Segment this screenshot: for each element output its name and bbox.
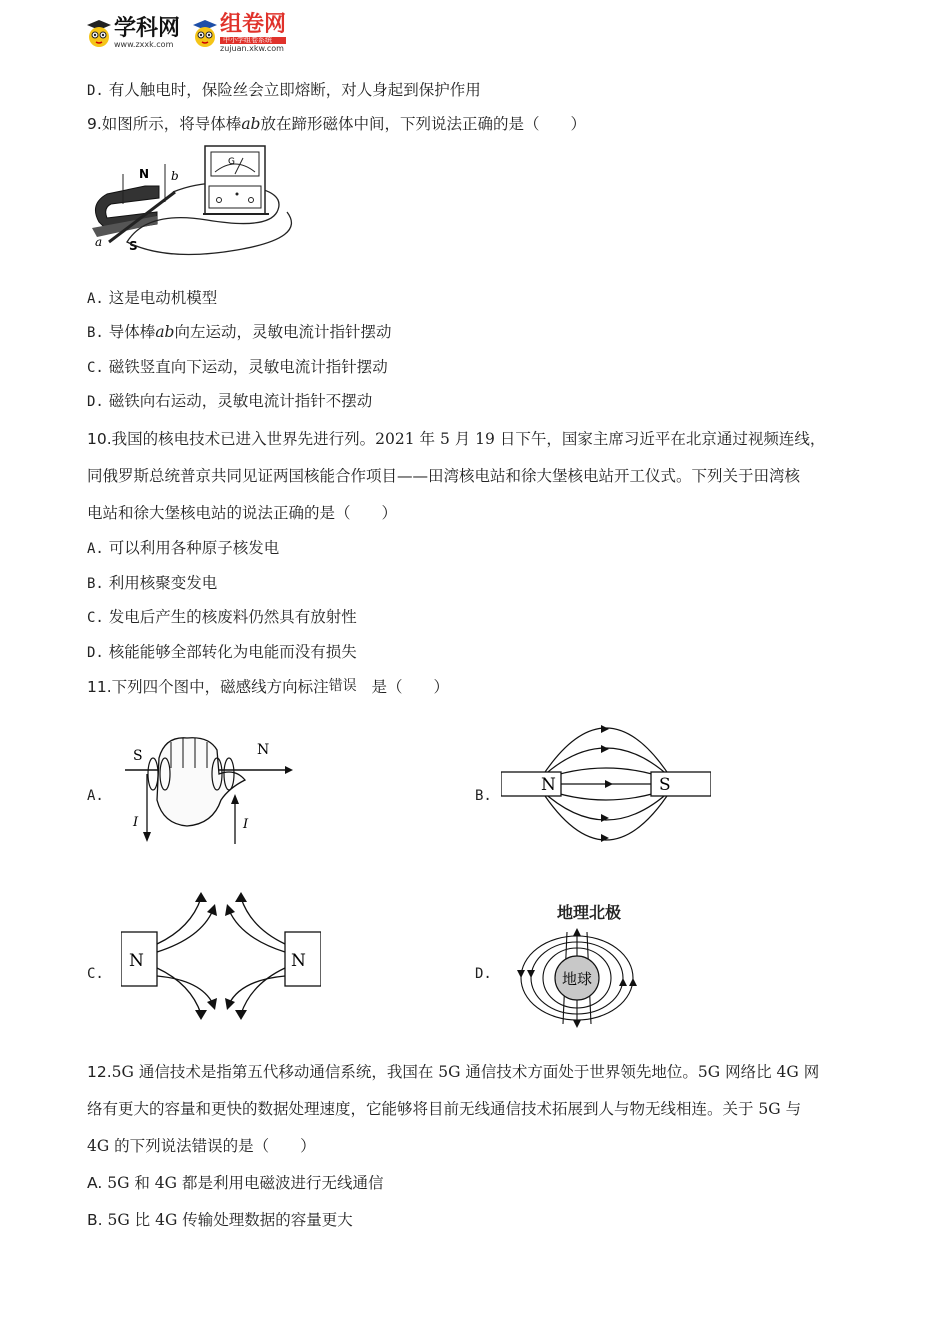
q9-stem: 9.如图所示，将导体棒ab放在蹄形磁体中间，下列说法正确的是（ ）: [87, 115, 586, 134]
zujuan-tag: 中小学组卷系统: [220, 37, 286, 44]
solenoid-hand-diagram: [117, 728, 307, 858]
geographic-north-label: 地理北极: [557, 903, 622, 923]
rod-a-label: a: [95, 234, 103, 249]
svg-text:I: I: [133, 815, 139, 831]
q11-option-a-label[interactable]: A.: [87, 788, 104, 805]
svg-text:N: N: [291, 951, 306, 972]
zxxk-url: www.zxxk.com: [114, 39, 174, 49]
mascot-icon: [190, 17, 220, 49]
earth-label: 地球: [561, 970, 593, 989]
north-pole-label: N: [139, 166, 150, 181]
q9-option-a[interactable]: A. 这是电动机模型: [87, 288, 218, 307]
q12-option-a[interactable]: A. 5G 和 4G 都是利用电磁波进行无线通信: [87, 1174, 384, 1193]
svg-text:S: S: [133, 748, 143, 765]
svg-text:N: N: [541, 775, 556, 796]
q12-stem: 12.5G 通信技术是指第五代移动通信系统，我国在 5G 通信技术方面处于世界领先地位。5G 网络比 4G 网 络有更大的容量和更快的数据处理速度，它能够将目前无线通信技术拓展到人与物无线相连。关于 5G 与 4G 的下列说法错误的是（ ）: [87, 1063, 820, 1156]
page-header: [84, 12, 296, 54]
q10-stem: 10.我国的核电技术已进入世界先进行列。2021 年 5 月 19 日下午，国家主席习近平在北京通过视频连线， 同俄罗斯总统普京共同见证两国核能合作项目——田湾核电站和徐大堡核电站开工仪式。下列关于田湾核 电站和徐大堡核电站的说法正确的是（ ）: [87, 430, 826, 523]
q11-stem: 11.下列四个图中，磁感线方向标注错误 是（ ）: [87, 678, 449, 697]
earth-field-diagram: [517, 924, 637, 1032]
zxxk-name: 学科网: [114, 15, 181, 41]
magnet-galvanometer-diagram: [87, 142, 367, 282]
exam-content: [87, 74, 867, 1239]
zujuan-name: 组卷网: [220, 11, 287, 37]
q10-option-d[interactable]: D. 核能能够全部转化为电能而没有损失: [87, 642, 357, 661]
q9-option-d[interactable]: D. 磁铁向右运动，灵敏电流计指针不摆动: [87, 392, 373, 411]
q10-option-b[interactable]: B. 利用核聚变发电: [87, 573, 218, 592]
galvanometer-label: G: [228, 156, 235, 167]
bar-magnets-field-diagram: [501, 718, 711, 868]
svg-text:N: N: [257, 742, 270, 759]
mascot-icon: [84, 17, 114, 49]
q11-figures: [87, 704, 867, 1054]
q10-option-a[interactable]: A. 可以利用各种原子核发电: [87, 539, 280, 558]
q11-option-b-label[interactable]: B.: [475, 788, 492, 805]
opposing-poles-field-diagram: [121, 888, 321, 1028]
q12-option-b[interactable]: B. 5G 比 4G 传输处理数据的容量更大: [87, 1211, 353, 1230]
q8-option-d: D. 有人触电时，保险丝会立即熔断，对人身起到保护作用: [87, 81, 481, 99]
south-pole-label: S: [129, 238, 138, 253]
q9-option-b[interactable]: B. 导体棒ab向左运动，灵敏电流计指针摆动: [87, 323, 392, 342]
q11-option-c-label[interactable]: C.: [87, 966, 104, 983]
q9-figure: [87, 142, 867, 282]
q11-option-d-label[interactable]: D.: [475, 966, 492, 983]
rod-b-label: b: [171, 168, 179, 183]
svg-text:N: N: [129, 951, 144, 972]
zujuan-logo[interactable]: [190, 11, 287, 53]
zxxk-logo[interactable]: [84, 17, 180, 49]
svg-text:I: I: [243, 817, 249, 833]
zujuan-url: zujuan.xkw.com: [220, 43, 284, 53]
svg-text:S: S: [659, 775, 671, 796]
q9-option-c[interactable]: C. 磁铁竖直向下运动，灵敏电流计指针摆动: [87, 357, 388, 376]
q10-option-c[interactable]: C. 发电后产生的核废料仍然具有放射性: [87, 608, 357, 627]
